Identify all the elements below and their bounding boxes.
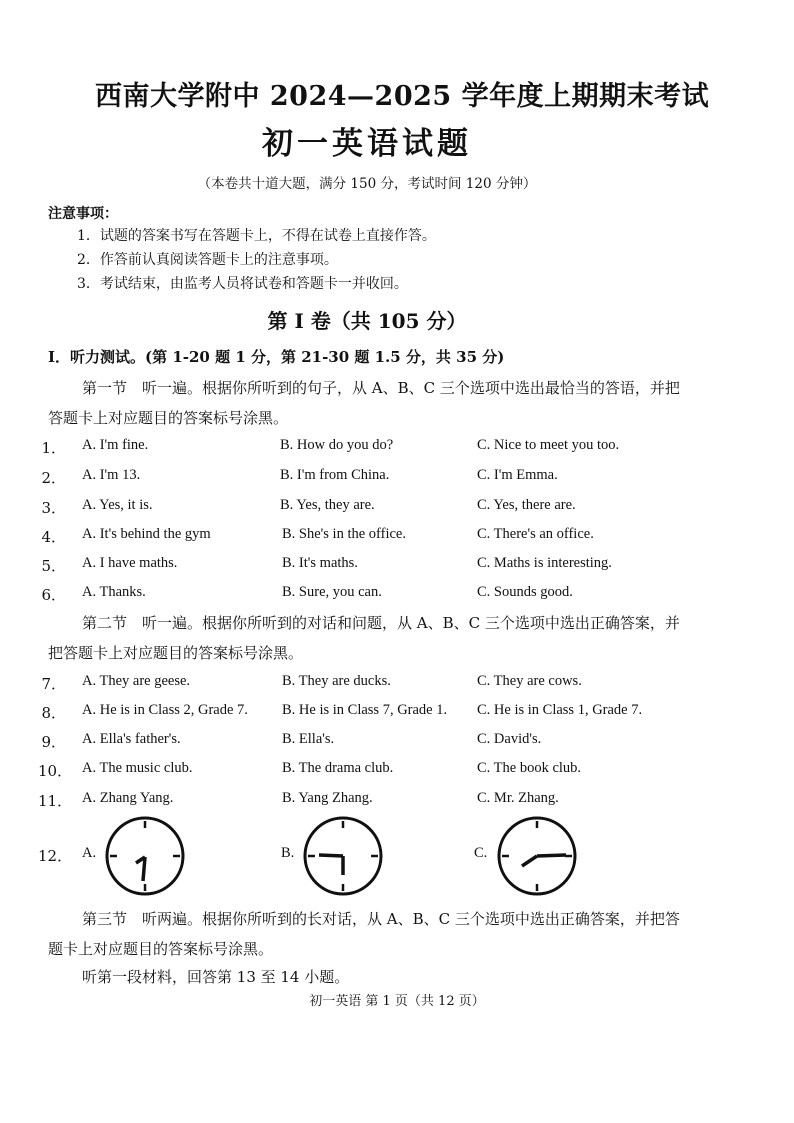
option-b: B. How do you do? (280, 437, 394, 453)
section3-instructions-cont: 题卡上对应题目的答案标号涂黑。 (48, 940, 274, 958)
question-number: 1． (41, 439, 66, 457)
part1-heading: I．听力测试。(第 1-20 题 1 分，第 21-30 题 1.5 分，共 35 分) (48, 348, 505, 366)
option-c: C. Mr. Zhang. (477, 790, 559, 806)
page-footer: 初一英语 第 1 页（共 12 页） (309, 994, 485, 1009)
note-item: 2．作答前认真阅读答题卡上的注意事项。 (77, 252, 338, 268)
option-c: C. Sounds good. (477, 584, 573, 600)
option-b: B. Yes, they are. (280, 497, 375, 513)
question-number: 10． (38, 762, 73, 780)
section3-instructions: 第三节 听两遍。根据你所听到的长对话，从 A、B、C 三个选项中选出正确答案，并把答 (82, 910, 680, 928)
option-a: A. I have maths. (82, 555, 178, 571)
option-a: A. (82, 845, 97, 861)
note-item: 3．考试结束，由监考人员将试卷和答题卡一并收回。 (77, 276, 408, 292)
option-c: C. The book club. (477, 760, 582, 776)
option-a: A. Zhang Yang. (82, 790, 174, 806)
question-number: 11． (38, 792, 73, 810)
option-b: B. It's maths. (282, 555, 358, 571)
question-number: 4． (41, 528, 66, 546)
exam-info: （本卷共十道大题，满分 150 分，考试时间 120 分钟） (197, 176, 537, 192)
option-b: B. Sure, you can. (282, 584, 382, 600)
option-b: B. She's in the office. (282, 526, 406, 542)
clock-c-icon (496, 815, 578, 897)
option-a: A. Yes, it is. (82, 497, 153, 513)
option-a: A. He is in Class 2, Grade 7. (82, 702, 248, 718)
option-b: B. Ella's. (282, 731, 335, 747)
option-b: B. (281, 845, 295, 861)
question-number: 2． (41, 469, 66, 487)
option-c: C. Yes, there are. (477, 497, 576, 513)
option-a: A. They are geese. (82, 673, 191, 689)
question-number: 12． (38, 847, 73, 865)
question-number: 7． (41, 675, 66, 693)
school-title: 西南大学附中 2024—2025 学年度上期期末考试 (95, 81, 710, 112)
option-c: C. Nice to meet you too. (477, 437, 620, 453)
section2-instructions: 第二节 听一遍。根据你所听到的对话和问题，从 A、B、C 三个选项中选出正确答案，并 (82, 614, 680, 632)
option-a: A. Thanks. (82, 584, 146, 600)
option-a: A. It's behind the gym (82, 526, 211, 542)
option-c: C. He is in Class 1, Grade 7. (477, 702, 643, 718)
clock-a-icon (104, 815, 186, 897)
option-c: C. They are cows. (477, 673, 582, 689)
option-a: A. Ella's father's. (82, 731, 181, 747)
section1-instructions-cont: 答题卡上对应题目的答案标号涂黑。 (48, 409, 289, 427)
option-a: A. I'm fine. (82, 437, 149, 453)
question-number: 9． (41, 733, 66, 751)
option-c: C. David's. (477, 731, 542, 747)
volume-title: 第 I 卷（共 105 分） (267, 309, 467, 333)
clock-b-icon (302, 815, 384, 897)
question-number: 3． (41, 499, 66, 517)
option-b: B. The drama club. (282, 760, 394, 776)
option-a: A. The music club. (82, 760, 193, 776)
section2-instructions-cont: 把答题卡上对应题目的答案标号涂黑。 (48, 644, 304, 662)
note-item: 1．试题的答案书写在答题卡上，不得在试卷上直接作答。 (77, 228, 436, 244)
option-c: C. Maths is interesting. (477, 555, 612, 571)
option-a: A. I'm 13. (82, 467, 141, 483)
option-b: B. They are ducks. (282, 673, 391, 689)
option-b: B. He is in Class 7, Grade 1. (282, 702, 448, 718)
option-b: B. Yang Zhang. (282, 790, 373, 806)
option-c: C. I'm Emma. (477, 467, 558, 483)
option-c: C. There's an office. (477, 526, 594, 542)
section3-passage-note: 听第一段材料，回答第 13 至 14 小题。 (82, 968, 350, 986)
option-c: C. (474, 845, 488, 861)
option-b: B. I'm from China. (280, 467, 390, 483)
section1-instructions: 第一节 听一遍。根据你所听到的句子，从 A、B、C 三个选项中选出最恰当的答语，并把 (82, 379, 680, 397)
notes-heading: 注意事项： (48, 206, 118, 222)
question-number: 8． (41, 704, 66, 722)
question-number: 6． (41, 586, 66, 604)
question-number: 5． (41, 557, 66, 575)
exam-title: 初一英语试题 (262, 126, 472, 162)
